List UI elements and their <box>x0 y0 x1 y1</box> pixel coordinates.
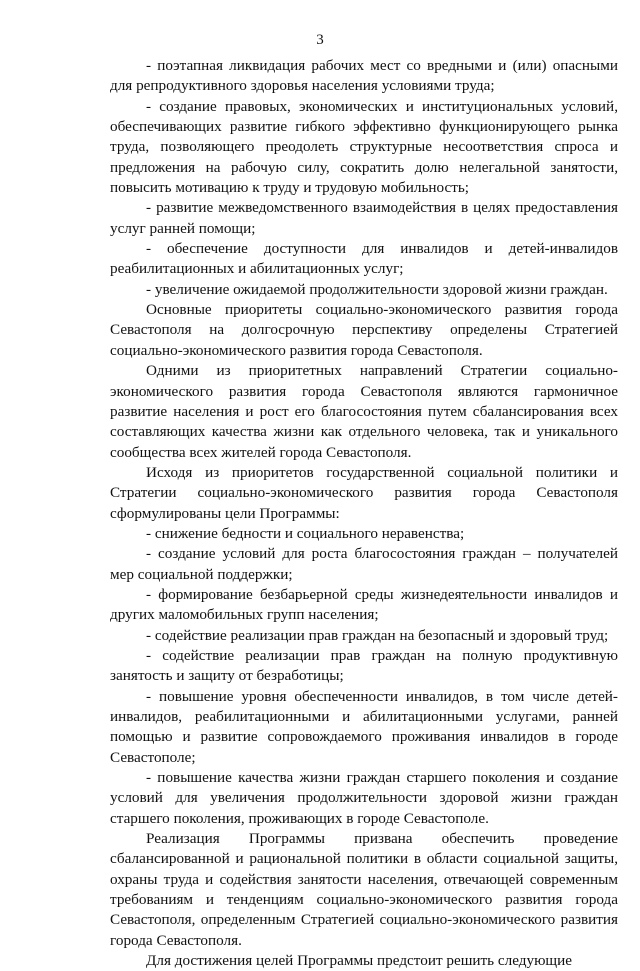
paragraph: - создание условий для роста благосостояния граждан – получателей мер социальной поддержки; <box>110 545 618 583</box>
paragraph: Исходя из приоритетов государственной социальной политики и Стратегии социально-экономического развития города Севастополя сформулированы цели Программы: <box>110 463 618 522</box>
document-body <box>110 56 618 971</box>
paragraph: - снижение бедности и социального неравенства; <box>146 524 465 542</box>
paragraph: - повышение качества жизни граждан старшего поколения и создание условий для увеличения продолжительности здоровой жизни граждан старшего поколения, проживающих в городе Севастополе. <box>110 769 618 827</box>
paragraph: Основные приоритеты социально-экономического развития города Севастополя на долгосрочную перспективу определены Стратегией социально-экономического развития города Севастополя. <box>110 301 618 359</box>
paragraph: Реализация Программы призвана обеспечить проведение сбалансированной и рациональной политики в области социальной защиты, охраны труда и содействия занятости населения, отвечающей современным требованиям и тенденциям социально-экономического развития города Севастополя, определенным Стратегией социально-экономического развития города Севастополя. <box>110 830 618 949</box>
paragraph: - формирование безбарьерной среды жизнедеятельности инвалидов и других маломобильных групп населения; <box>110 585 618 624</box>
paragraph: - содействие реализации прав граждан на безопасный и здоровый труд; <box>146 626 609 644</box>
paragraph: - поэтапная ликвидация рабочих мест со вредными и (или) опасными для репродуктивного здоровья населения условиями труда; <box>110 57 618 95</box>
paragraph: - создание правовых, экономических и институциональных условий, обеспечивающих развитие гибкого эффективно функционирующего рынка труда, позволяющего преодолеть структурные несоответствия спроса и предложения на рабочую силу, сократить долю нелегальной занятости, повысить мотивацию к труду и трудовую мобильность; <box>110 97 618 197</box>
paragraph: Для достижения целей Программы предстоит решить следующие <box>146 952 572 970</box>
paragraph: - обеспечение доступности для инвалидов и детей-инвалидов реабилитационных и абилитационных услуг; <box>110 240 618 278</box>
paragraph: Одними из приоритетных направлений Стратегии социально-экономического развития города Севастополя являются гармоничное развитие населения и рост его благосостояния путем сбалансирования всех составляющих качества жизни как отдельного человека, так и уникального сообщества всех жителей города Севастополя. <box>110 362 618 461</box>
paragraph: - содействие реализации прав граждан на полную продуктивную занятость и защиту от безработицы; <box>110 646 618 685</box>
paragraph: - повышение уровня обеспеченности инвалидов, в том числе детей-инвалидов, реабилитационными и абилитационными услугами, ранней помощью и развитие сопровождаемого проживания инвалидов в городе Севастополе; <box>110 687 618 766</box>
page-number: 3 <box>316 32 324 48</box>
paragraph: - увеличение ожидаемой продолжительности здоровой жизни граждан. <box>146 280 608 298</box>
paragraph: - развитие межведомственного взаимодействия в целях предоставления услуг ранней помощи; <box>110 199 618 237</box>
